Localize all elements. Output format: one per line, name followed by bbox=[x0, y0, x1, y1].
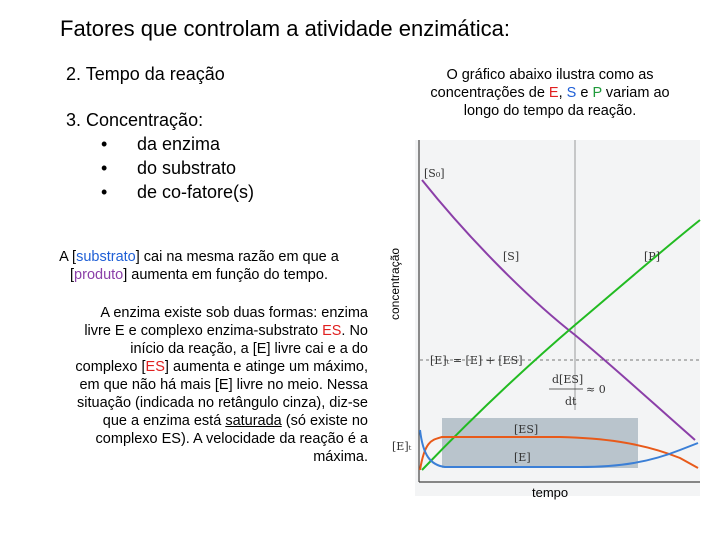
label-dt: dt bbox=[565, 395, 577, 408]
label-et: [E]ₜ bbox=[392, 440, 412, 453]
graph-note: O gráfico abaixo ilustra como as concentrações de E, S e P variam ao longo do tempo da reação. bbox=[430, 67, 670, 119]
list-item-tempo: 2. Tempo da reação bbox=[66, 64, 225, 84]
substrate-product-paragraph: A [substrato] cai na mesma razão em que a [produto] aumenta em função do tempo. bbox=[59, 249, 339, 283]
bullet-cofatores: • de co-fatore(s) bbox=[101, 182, 255, 202]
label-es: [ES] bbox=[514, 423, 539, 436]
bullet-enzima: • da enzima bbox=[101, 134, 221, 154]
page-title: Fatores que controlam a atividade enzimática: bbox=[60, 16, 511, 41]
bullet-substrato: • do substrato bbox=[101, 158, 237, 178]
label-e: [E] bbox=[514, 451, 531, 464]
saturation-box bbox=[442, 418, 638, 468]
graph-x-axis-label: tempo bbox=[532, 485, 569, 500]
label-des: d[ES] bbox=[552, 373, 584, 386]
label-p: [P] bbox=[644, 250, 660, 263]
label-et-sum: [E]ₜ = [E] + [ES] bbox=[430, 354, 523, 367]
label-s: [S] bbox=[503, 250, 520, 263]
enzyme-forms-paragraph: A enzima existe sob duas formas: enzima livre E e complexo enzima-substrato ES. No início da reação, a [E] livre cai e a do complexo [ES] aumenta e atinge um máximo, em que não há mais [E] livre no meio. Nessa situação (indicada no retângulo cinza), diz-se que a enzima está saturada (só existe no complexo ES). A velocidade da reação é a máxima. bbox=[75, 305, 368, 465]
label-s0: [S₀] bbox=[424, 167, 445, 180]
label-approx-zero: ≈ 0 bbox=[586, 383, 606, 396]
list-item-concentracao: 3. Concentração: bbox=[66, 110, 204, 130]
graph-y-axis-label: concentração bbox=[388, 247, 402, 320]
